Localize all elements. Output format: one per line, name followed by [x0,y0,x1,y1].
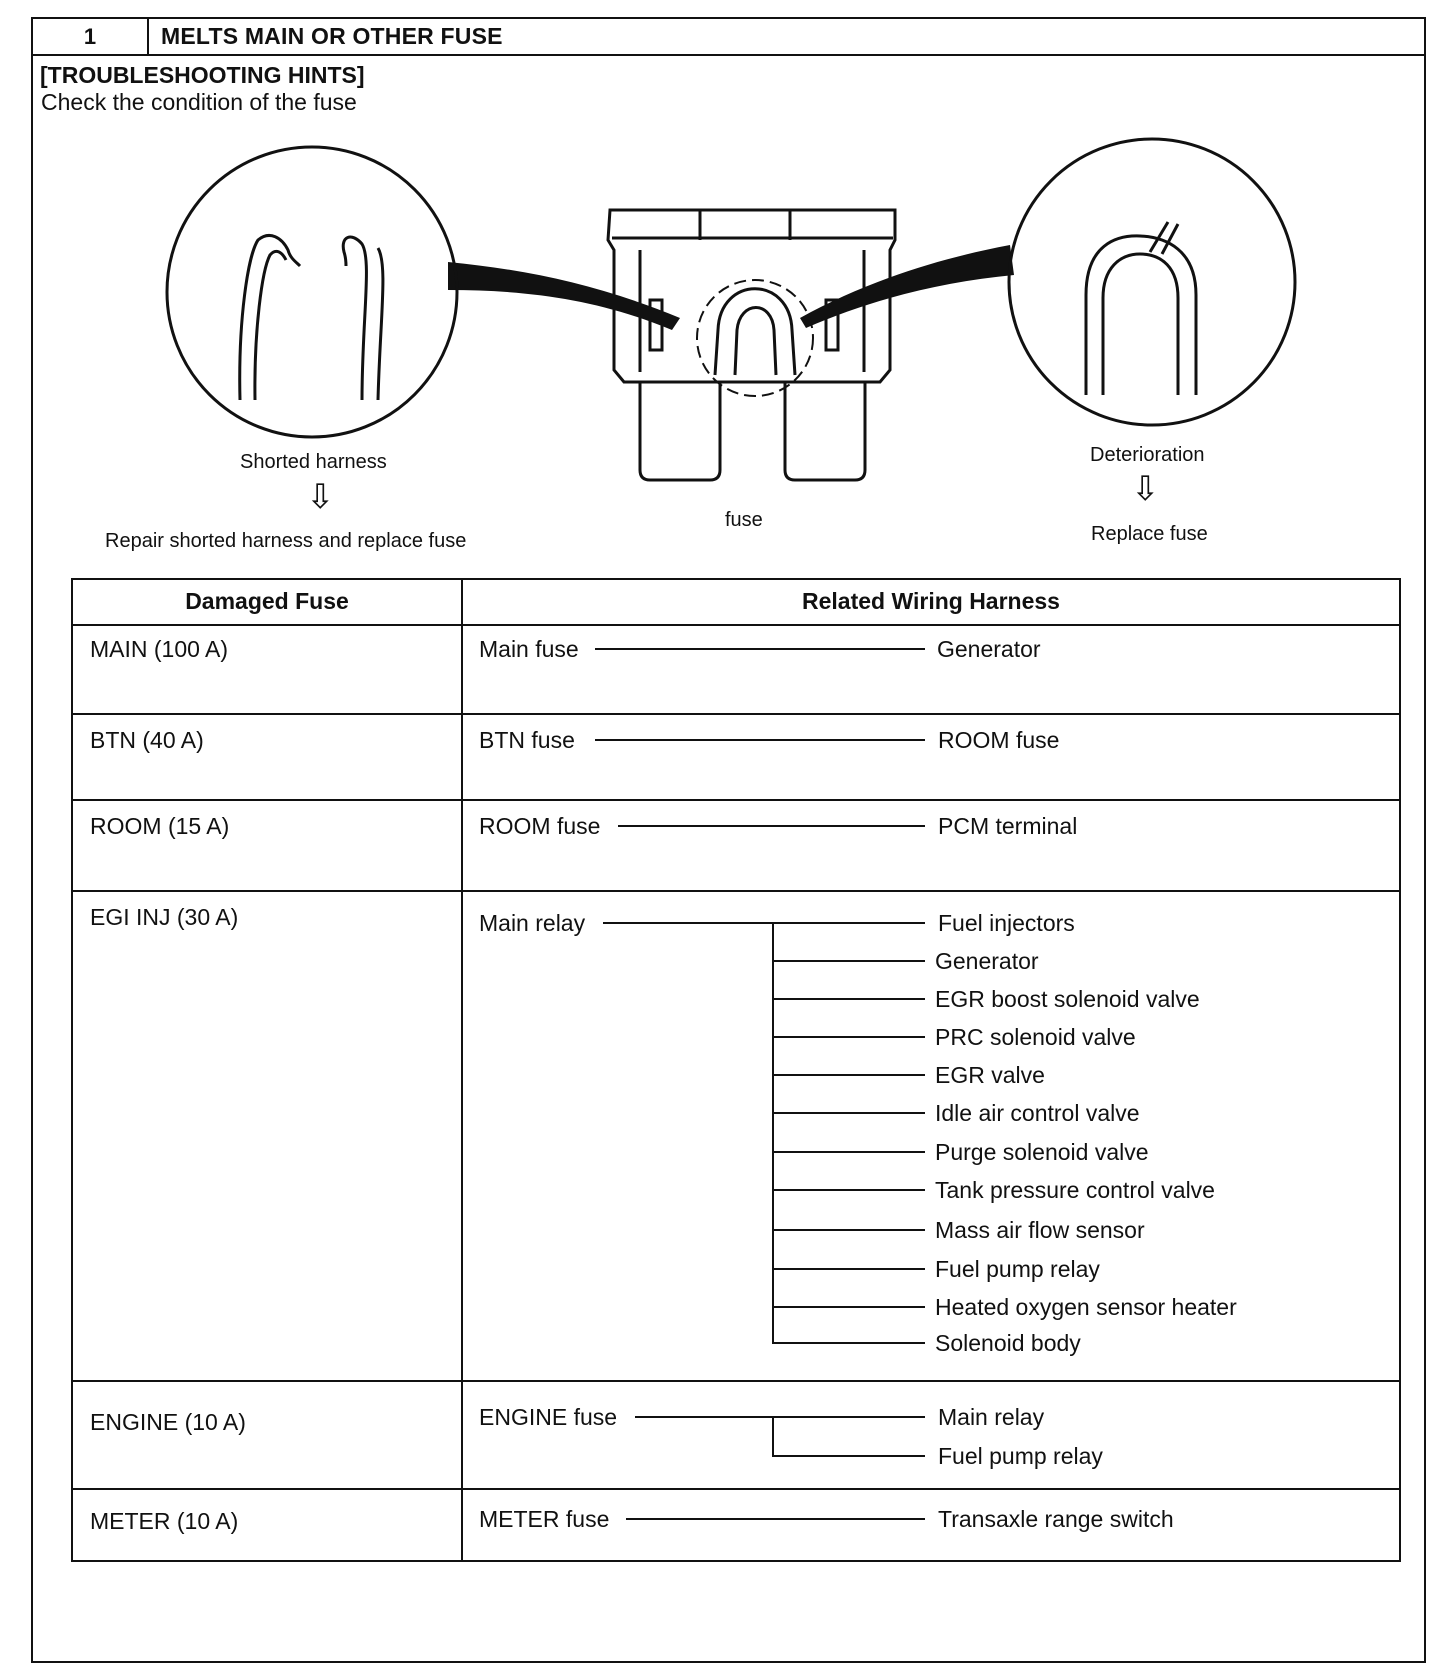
left-callout-connector [448,262,680,330]
hints-text: Check the condition of the fuse [41,89,357,115]
shorted-harness-detail [167,147,457,437]
harness-branch [772,1268,925,1270]
harness-target: Solenoid body [935,1330,1081,1356]
harness-target: Heated oxygen sensor heater [935,1294,1237,1320]
harness-target: EGR valve [935,1062,1045,1088]
column-header-damaged-fuse: Damaged Fuse [185,588,349,614]
row-divider [71,713,1401,715]
harness-branch [772,1074,925,1076]
harness-line [603,922,925,924]
harness-line [618,825,925,827]
harness-target: Tank pressure control valve [935,1177,1215,1203]
header-divider [71,624,1401,626]
deterioration-detail [1009,139,1295,425]
harness-branch [772,998,925,1000]
damaged-fuse-cell: ROOM (15 A) [90,813,230,839]
harness-target: PRC solenoid valve [935,1024,1136,1050]
harness-branch [772,1112,925,1114]
fuse-illustration [0,0,1456,560]
blade-fuse-drawing [608,210,895,480]
harness-branch [772,1455,925,1457]
harness-branch [772,1036,925,1038]
harness-branch [772,1306,925,1308]
section-title: MELTS MAIN OR OTHER FUSE [161,23,503,49]
left-down-arrow-icon: ⇩ [306,478,335,516]
harness-source: Main fuse [479,636,579,662]
center-caption: fuse [725,509,763,531]
harness-target: Fuel pump relay [935,1256,1100,1282]
harness-branch [772,1342,925,1344]
harness-target: Purge solenoid valve [935,1139,1149,1165]
harness-target: Transaxle range switch [938,1506,1174,1532]
left-caption: Shorted harness [240,451,387,473]
row-divider [71,890,1401,892]
table-column-divider [461,578,463,1562]
hints-title: [TROUBLESHOOTING HINTS] [40,62,365,88]
harness-branch [772,1151,925,1153]
harness-source: Main relay [479,910,586,936]
harness-branch-trunk [772,922,774,1342]
fuse-table [71,578,1401,1562]
row-divider [71,1488,1401,1490]
right-down-arrow-icon: ⇩ [1131,470,1160,508]
harness-line [626,1518,925,1520]
harness-target: Idle air control valve [935,1100,1140,1126]
harness-target: Fuel injectors [938,910,1075,936]
right-action: Replace fuse [1091,523,1208,545]
damaged-fuse-cell: METER (10 A) [90,1508,239,1534]
left-action: Repair shorted harness and replace fuse [105,530,467,552]
harness-source: METER fuse [479,1506,610,1532]
harness-source: ROOM fuse [479,813,601,839]
damaged-fuse-cell: BTN (40 A) [90,727,204,753]
harness-branch [772,1189,925,1191]
section-number: 1 [33,19,149,54]
right-callout-connector [800,245,1014,328]
harness-target: Mass air flow sensor [935,1217,1145,1243]
damaged-fuse-cell: EGI INJ (30 A) [90,904,239,930]
harness-source: ENGINE fuse [479,1404,618,1430]
harness-target: PCM terminal [938,813,1078,839]
damaged-fuse-cell: MAIN (100 A) [90,636,229,662]
harness-source: BTN fuse [479,727,575,753]
row-divider [71,1380,1401,1382]
harness-line [595,739,925,741]
harness-branch [772,1229,925,1231]
harness-target: Generator [937,636,1041,662]
harness-branch [772,960,925,962]
harness-target: Main relay [938,1404,1045,1430]
row-divider [71,799,1401,801]
harness-target: EGR boost solenoid valve [935,986,1200,1012]
damaged-fuse-cell: ENGINE (10 A) [90,1409,246,1435]
harness-target: Fuel pump relay [938,1443,1103,1469]
column-header-related-harness: Related Wiring Harness [802,588,1060,614]
harness-line [595,648,925,650]
right-caption: Deterioration [1090,444,1205,466]
harness-branch-trunk [772,1416,774,1456]
harness-target: Generator [935,948,1039,974]
harness-line [635,1416,925,1418]
harness-target: ROOM fuse [938,727,1060,753]
